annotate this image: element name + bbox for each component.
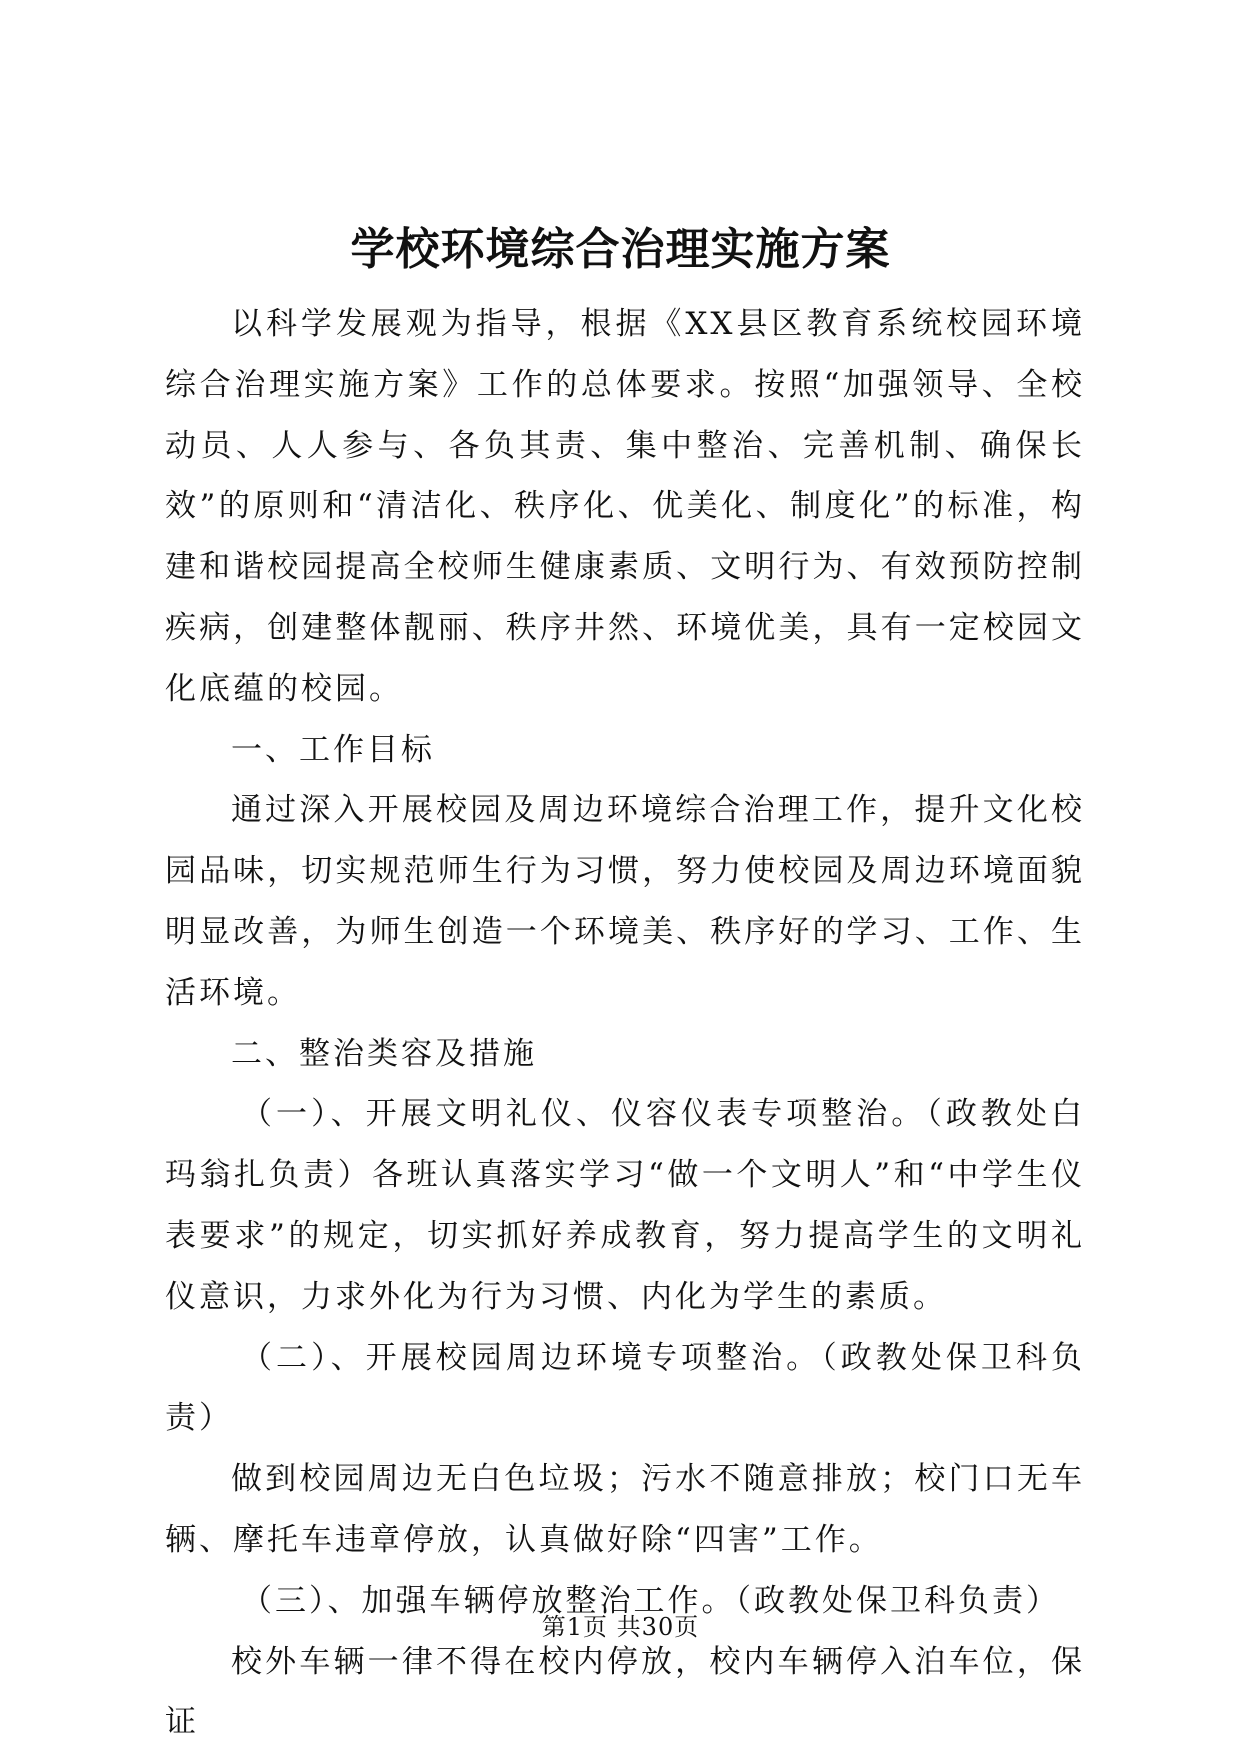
measure-item-2-body: 做到校园周边无白色垃圾；污水不随意排放；校门口无车辆、摩托车违章停放，认真做好除“四害”工作。: [165, 1461, 1085, 1558]
document-body: [165, 294, 1085, 1753]
measure-item-1: （一）、开展文明礼仪、仪容仪表专项整治。（政教处白玛翁扎负责）各班认真落实学习“做一个文明人”和“中学生仪表要求”的规定，切实抓好养成教育，努力提高学生的文明礼仪意识，力求外化为行为习惯、内化为学生的素质。: [165, 1096, 1085, 1315]
measure-item-2-heading: （二）、开展校园周边环境专项整治。（政教处保卫科负责）: [165, 1339, 1085, 1437]
section-heading-measures: 二、整治类容及措施: [231, 1035, 537, 1072]
intro-paragraph: 以科学发展观为指导，根据《XX县区教育系统校园环境综合治理实施方案》工作的总体要求。按照“加强领导、全校动员、人人参与、各负其责、集中整治、完善机制、确保长效”的原则和“清洁化、秩序化、优美化、制度化”的标准，构建和谐校园提高全校师生健康素质、文明行为、有效预防控制疾病，创建整体靓丽、秩序井然、环境优美，具有一定校园文化底蕴的校园。: [165, 306, 1085, 707]
page-title: 学校环境综合治理实施方案: [350, 224, 891, 275]
section-heading-goals: 一、工作目标: [231, 731, 435, 768]
goals-paragraph: 通过深入开展校园及周边环境综合治理工作，提升文化校园品味，切实规范师生行为习惯，努力使校园及周边环境面貌明显改善，为师生创造一个环境美、秩序好的学习、工作、生活环境。: [165, 792, 1085, 1011]
measure-item-3-body: 校外车辆一律不得在校内停放，校内车辆停入泊车位，保证: [165, 1643, 1085, 1741]
measure-item-3-heading: （三）、加强车辆停放整治工作。（政教处保卫科负责）: [241, 1582, 1060, 1619]
page-footer: 第1页 共30页: [541, 1613, 700, 1641]
